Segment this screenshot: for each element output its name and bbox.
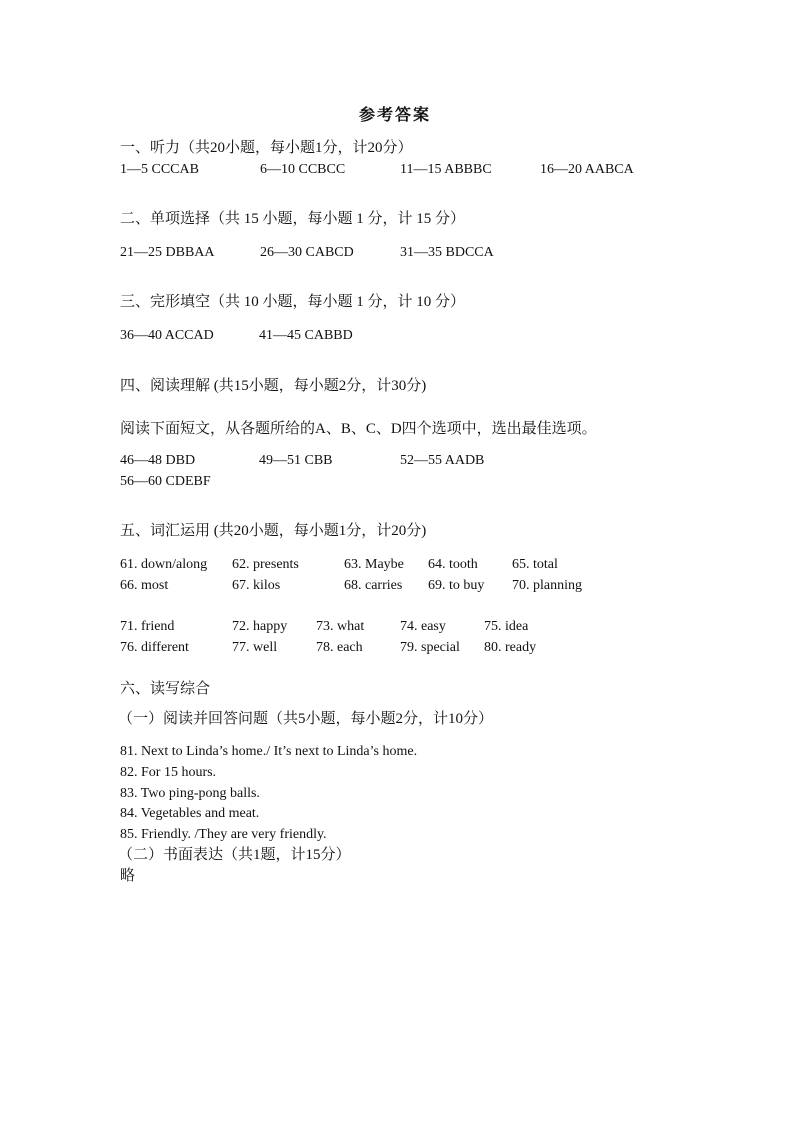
answer-group: 46—48 DBD bbox=[120, 453, 196, 468]
answer-group: 21—25 DBBAA bbox=[120, 245, 215, 260]
answer-group: 11—15 ABBBC bbox=[400, 162, 492, 177]
vocab-answer: 64. tooth bbox=[428, 557, 478, 572]
vocab-answer: 63. Maybe bbox=[344, 557, 404, 572]
vocab-answer: 62. presents bbox=[232, 557, 299, 572]
writing-omitted: 略 bbox=[120, 868, 136, 884]
reading-instruction: 阅读下面短文，从各题所给的A、B、C、D四个选项中，选出最佳选项。 bbox=[120, 421, 597, 437]
vocab-answer: 61. down/along bbox=[120, 557, 208, 572]
answer-group: 52—55 AADB bbox=[400, 453, 485, 468]
answer-group: 36—40 ACCAD bbox=[120, 328, 214, 343]
short-answer: 82. For 15 hours. bbox=[120, 765, 217, 780]
answer-group: 31—35 BDCCA bbox=[400, 245, 494, 260]
vocab-answer: 75. idea bbox=[484, 619, 529, 634]
short-answer: 81. Next to Linda’s home./ It’s next to Linda’s home. bbox=[120, 744, 418, 759]
short-answer: 85. Friendly. /They are very friendly. bbox=[120, 827, 327, 842]
section-cloze-heading: 三、完形填空（共 10 小题，每小题 1 分，计 10 分） bbox=[120, 294, 466, 310]
answer-group: 16—20 AABCA bbox=[540, 162, 634, 177]
vocab-answer: 68. carries bbox=[344, 578, 403, 593]
reading-questions-subheading: （一）阅读并回答问题（共5小题，每小题2分，计10分） bbox=[118, 711, 494, 727]
answer-group: 1—5 CCCAB bbox=[120, 162, 199, 177]
vocab-answer: 70. planning bbox=[512, 578, 582, 593]
vocab-answer: 74. easy bbox=[400, 619, 446, 634]
section-reading-heading: 四、阅读理解 (共15小题，每小题2分，计30分) bbox=[120, 378, 427, 394]
vocab-answer: 71. friend bbox=[120, 619, 175, 634]
writing-subheading: （二）书面表达（共1题，计15分） bbox=[118, 847, 351, 863]
vocab-answer: 67. kilos bbox=[232, 578, 281, 593]
vocab-answer: 78. each bbox=[316, 640, 363, 655]
section-vocabulary-heading: 五、词汇运用 (共20小题，每小题1分，计20分) bbox=[120, 523, 427, 539]
vocab-answer: 72. happy bbox=[232, 619, 288, 634]
answer-group: 56—60 CDEBF bbox=[120, 474, 211, 489]
vocab-answer: 77. well bbox=[232, 640, 278, 655]
page-title: 参考答案 bbox=[359, 107, 432, 124]
section-single-choice-heading: 二、单项选择（共 15 小题，每小题 1 分，计 15 分） bbox=[120, 211, 466, 227]
answer-group: 6—10 CCBCC bbox=[260, 162, 346, 177]
short-answer: 84. Vegetables and meat. bbox=[120, 806, 260, 821]
vocab-answer: 65. total bbox=[512, 557, 558, 572]
short-answer: 83. Two ping-pong balls. bbox=[120, 786, 260, 801]
vocab-answer: 73. what bbox=[316, 619, 365, 634]
vocab-answer: 79. special bbox=[400, 640, 460, 655]
section-listening-heading: 一、听力（共20小题，每小题1分，计20分） bbox=[120, 140, 413, 156]
vocab-answer: 76. different bbox=[120, 640, 189, 655]
answer-group: 49—51 CBB bbox=[259, 453, 333, 468]
vocab-answer: 69. to buy bbox=[428, 578, 485, 593]
vocab-answer: 80. ready bbox=[484, 640, 537, 655]
answer-group: 26—30 CABCD bbox=[260, 245, 354, 260]
section-reading-writing-heading: 六、读写综合 bbox=[120, 681, 211, 697]
vocab-answer: 66. most bbox=[120, 578, 169, 593]
answer-group: 41—45 CABBD bbox=[259, 328, 353, 343]
